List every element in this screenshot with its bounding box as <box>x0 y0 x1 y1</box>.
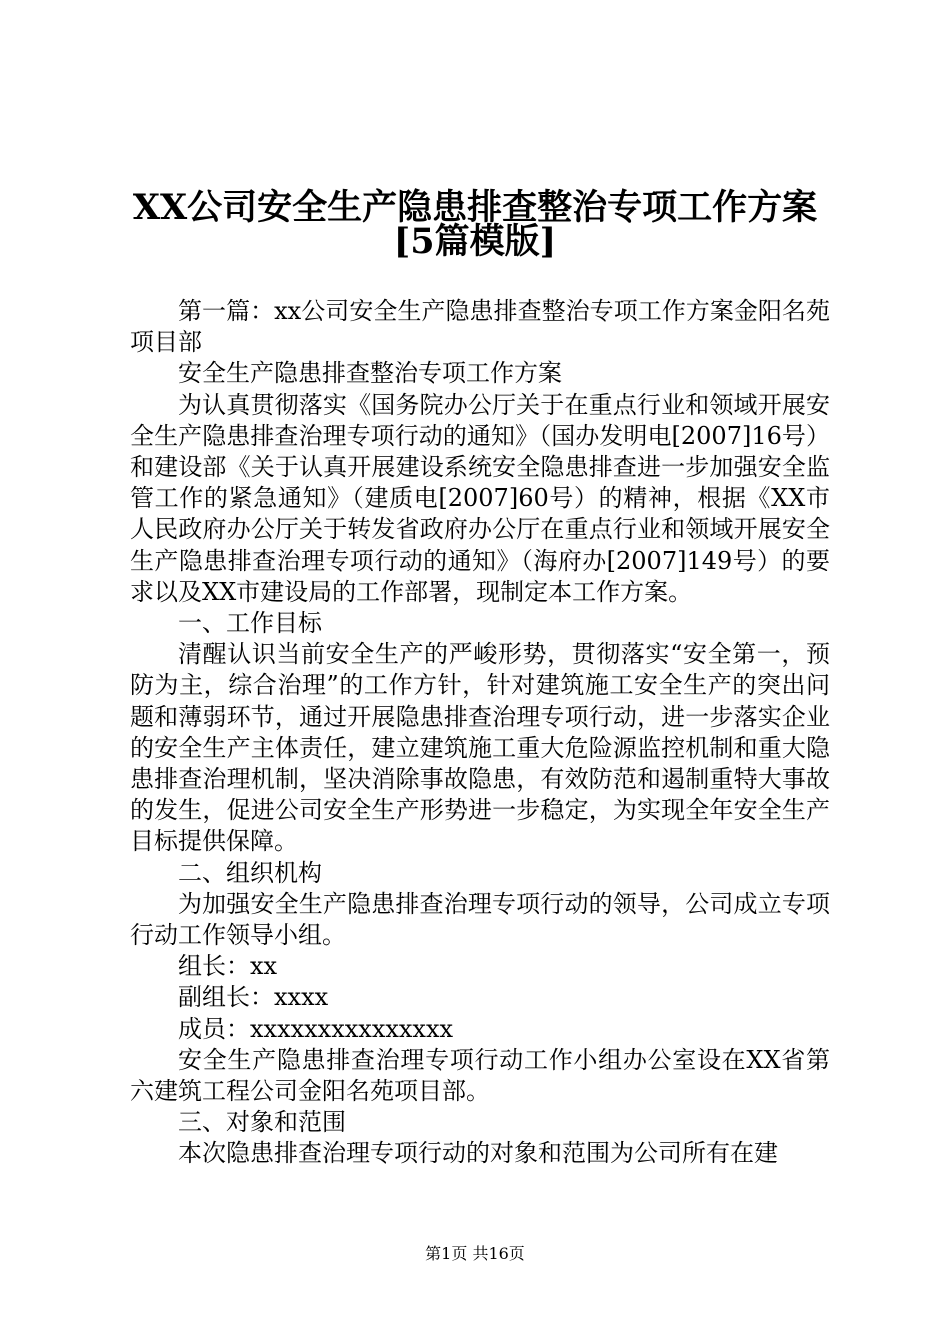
page-footer: 第1页 共16页 <box>425 1244 525 1263</box>
paragraph-leader: 组长：xx <box>178 952 278 981</box>
paragraph-scope: 本次隐患排查治理专项行动的对象和范围为公司所有在建 <box>178 1139 778 1168</box>
section-heading-goals: 一、工作目标 <box>178 609 322 638</box>
paragraph-intro: 为认真贯彻落实《国务院办公厅关于在重点行业和领域开展安全生产隐患排查治理专项行动的通知》（国办发明电[2007]16号）和建设部《关于认真开展建设系统安全隐患排查进一步加强安全监管工作的紧急通知》（建质电[2007]60号）的精神，根据《XX市人民政府办公厅关于转发省政府办公厅在重点行业和领域开展安全生产隐患排查治理专项行动的通知》（海府办[2007]149号）的要求以及XX市建设局的工作部署，现制定本工作方案。 <box>130 390 830 606</box>
section-heading-organization: 二、组织机构 <box>178 858 322 887</box>
paragraph-organization: 为加强安全生产隐患排查治理专项行动的领导，公司成立专项行动工作领导小组。 <box>130 889 830 950</box>
document-body <box>130 296 830 1170</box>
paragraph-members: 成员：xxxxxxxxxxxxxxx <box>178 1014 454 1043</box>
document-title-line-2: [5篇模版] <box>393 221 557 262</box>
paragraph-office: 安全生产隐患排查治理专项行动工作小组办公室设在XX省第六建筑工程公司金阳名苑项目部。 <box>130 1045 830 1106</box>
paragraph-subtitle: 安全生产隐患排查整治专项工作方案 <box>178 359 562 388</box>
section-heading-scope: 三、对象和范围 <box>178 1108 346 1137</box>
document-title-line-1: XX公司安全生产隐患排查整治专项工作方案 <box>132 187 818 228</box>
paragraph-deputy-leader: 副组长：xxxx <box>178 983 329 1012</box>
paragraph-goals: 清醒认识当前安全生产的严峻形势，贯彻落实“安全第一，预防为主，综合治理”的工作方针，针对建筑施工安全生产的突出问题和薄弱环节，通过开展隐患排查治理专项行动，进一步落实企业的安全生产主体责任，建立建筑施工重大危险源监控机制和重大隐患排查治理机制，坚决消除事故隐患，有效防范和遏制重特大事故的发生，促进公司安全生产形势进一步稳定，为实现全年安全生产目标提供保障。 <box>130 640 830 856</box>
paragraph-chapter-heading: 第一篇：xx公司安全生产隐患排查整治专项工作方案金阳名苑项目部 <box>130 297 830 357</box>
